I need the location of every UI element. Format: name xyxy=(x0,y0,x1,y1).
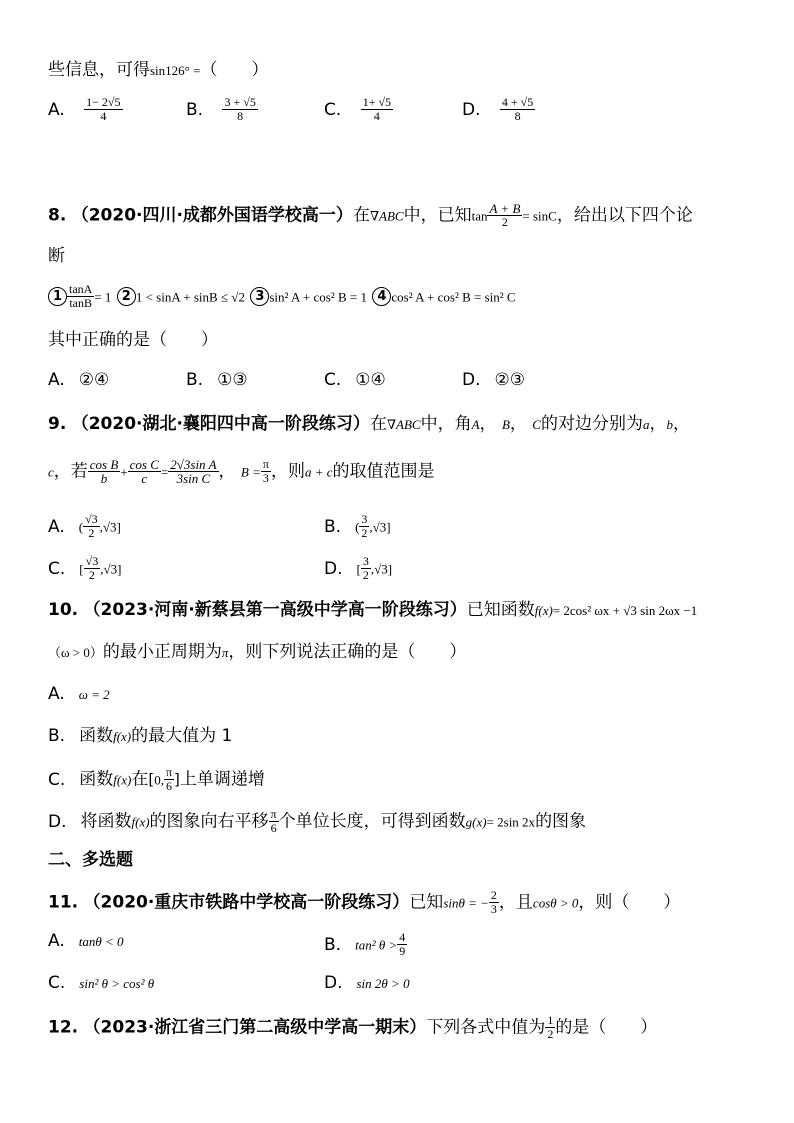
q8-stem: 8. （2020·四川·成都外国语学校高一）在∇ABC中，已知tan $\frac{A + B}{2}$ = sinC，给出以下四个论 xyxy=(48,201,693,229)
q10-option-c[interactable]: C. 函数f(x)在[0, $\frac{\pi}{6}$ ]上单调递增 xyxy=(48,765,265,793)
q8-question: 其中正确的是（ ） xyxy=(48,330,218,350)
fraction: $\frac{\pi}{6}$ xyxy=(270,807,277,835)
q7-option-c[interactable]: C. $\frac{1+ √5}{4}$ xyxy=(324,95,392,123)
fraction: $\frac{4}{9}$ xyxy=(399,930,406,958)
q8-option-b[interactable]: B. ①③ xyxy=(186,370,248,390)
q12-stem: 12. （2023·浙江省三门第二高级中学高一期末）下列各式中值为 $\frac{1}{2}$ 的是（ ） xyxy=(48,1013,658,1041)
fraction: $\frac{\tan A}{\tan B}$ xyxy=(69,282,93,310)
q10-stem: 10. （2023·河南·新蔡县第一高级中学高一阶段练习）已知函数f(x)= 2cos² ωx + √3 sin 2ωx −1 xyxy=(48,600,698,620)
q7-option-b[interactable]: B. $\frac{3 + √5}{8}$ xyxy=(186,95,256,123)
q10-option-b[interactable]: B. 函数f(x)的最大值为 1 xyxy=(48,726,233,746)
fraction: $\frac{\text{2√3sin A}}{\text{3sin C}}$ xyxy=(170,457,217,486)
fraction: $\frac{1}{2}$ xyxy=(547,1013,554,1041)
fraction: $\frac{4 + √5}{8}$ xyxy=(501,95,534,123)
circled-number: 4 xyxy=(372,287,391,306)
q10-option-a[interactable]: A. ω = 2 xyxy=(48,684,110,704)
fraction: $\frac{\pi}{3}$ xyxy=(262,457,269,485)
fraction: $\frac{1+ √5}{4}$ xyxy=(362,95,392,123)
fraction: $\frac{1- 2√5}{4}$ xyxy=(86,95,121,123)
fraction: $\frac{3 + √5}{8}$ xyxy=(224,95,256,123)
q11-option-a[interactable]: A. tanθ < 0 xyxy=(48,931,124,951)
q9-option-d[interactable]: D. [ $\frac{3}{2}$ ,√3] xyxy=(324,554,393,582)
q11-option-b[interactable]: B. tan² θ > $\frac{4}{9}$ xyxy=(324,930,406,958)
fraction: $\frac{\text{cos C}}{c}$ xyxy=(129,457,159,486)
circled-number: 2 xyxy=(117,287,136,306)
fraction: $\frac{3}{2}$ xyxy=(362,554,369,582)
fraction: $\frac{2}{3}$ xyxy=(490,888,497,916)
q10-stem-cont: （ω > 0）的最小正周期为π，则下列说法正确的是（ ） xyxy=(48,642,467,662)
q8-option-d[interactable]: D. ②③ xyxy=(462,370,525,390)
q10-option-d[interactable]: D. 将函数f(x)的图象向右平移 $\frac{\pi}{6}$ 个单位长度，可得到函数g(x)= 2sin 2x的图象 xyxy=(48,807,587,835)
q8-stem-cont: 断 xyxy=(48,246,65,266)
q7-stem-tail: 些信息，可得sin126° =（ ） xyxy=(48,60,269,80)
q9-option-c[interactable]: C. [ $\frac{√3}{2}$ ,√3] xyxy=(48,554,122,582)
q11-option-d[interactable]: D. sin 2θ > 0 xyxy=(324,973,410,993)
q9-option-b[interactable]: B. ( $\frac{3}{2}$ ,√3] xyxy=(324,512,391,540)
q9-option-a[interactable]: A. ( $\frac{√3}{2}$ ,√3] xyxy=(48,512,121,540)
q7-option-d[interactable]: D. $\frac{4 + √5}{8}$ xyxy=(462,95,534,123)
fraction: $\frac{\text{cos B}}{b}$ xyxy=(89,457,119,486)
q8-option-a[interactable]: A. ②④ xyxy=(48,370,110,390)
q9-stem-cont: c，若 $\frac{\text{cos B}}{b}$ + $\frac{\text{cos C}}{c}$ = $\frac{\text{2√3sin A}}{\text{3sin C}}$ ， B = $\frac{\pi}{3}$ ，则a + c的取值范围是 xyxy=(48,457,435,486)
fraction: $\frac{\pi}{6}$ xyxy=(165,765,172,793)
fraction: $\frac{3}{2}$ xyxy=(361,512,368,540)
circled-number: 3 xyxy=(250,287,269,306)
q8-option-c[interactable]: C. ①④ xyxy=(324,370,386,390)
q11-stem: 11. （2020·重庆市铁路中学校高一阶段练习）已知sinθ = − $\frac{2}{3}$ ，且cosθ > 0，则（ ） xyxy=(48,888,681,916)
fraction: $\frac{√3}{2}$ xyxy=(85,512,98,540)
fraction: $\frac{A + B}{2}$ xyxy=(489,201,521,229)
q8-statements: 1 $\frac{\tan A}{\tan B}$ = 1 2 1 < sinA + sinB ≤ √2 3 sin² A + cos² B = 1 4 cos² A + cos² B = sin² C xyxy=(48,283,754,310)
fraction: $\frac{√3}{2}$ xyxy=(85,554,99,582)
circled-number: 1 xyxy=(48,287,67,306)
q11-option-c[interactable]: C. sin² θ > cos² θ xyxy=(48,973,155,993)
q7-option-a[interactable]: A. $\frac{1- 2√5}{4}$ xyxy=(48,95,121,123)
section-title: 二、多选题 xyxy=(48,850,133,870)
q9-stem: 9. （2020·湖北·襄阳四中高一阶段练习）在∇ABC中，角A， B， C的对边分别为a，b， xyxy=(48,414,690,434)
